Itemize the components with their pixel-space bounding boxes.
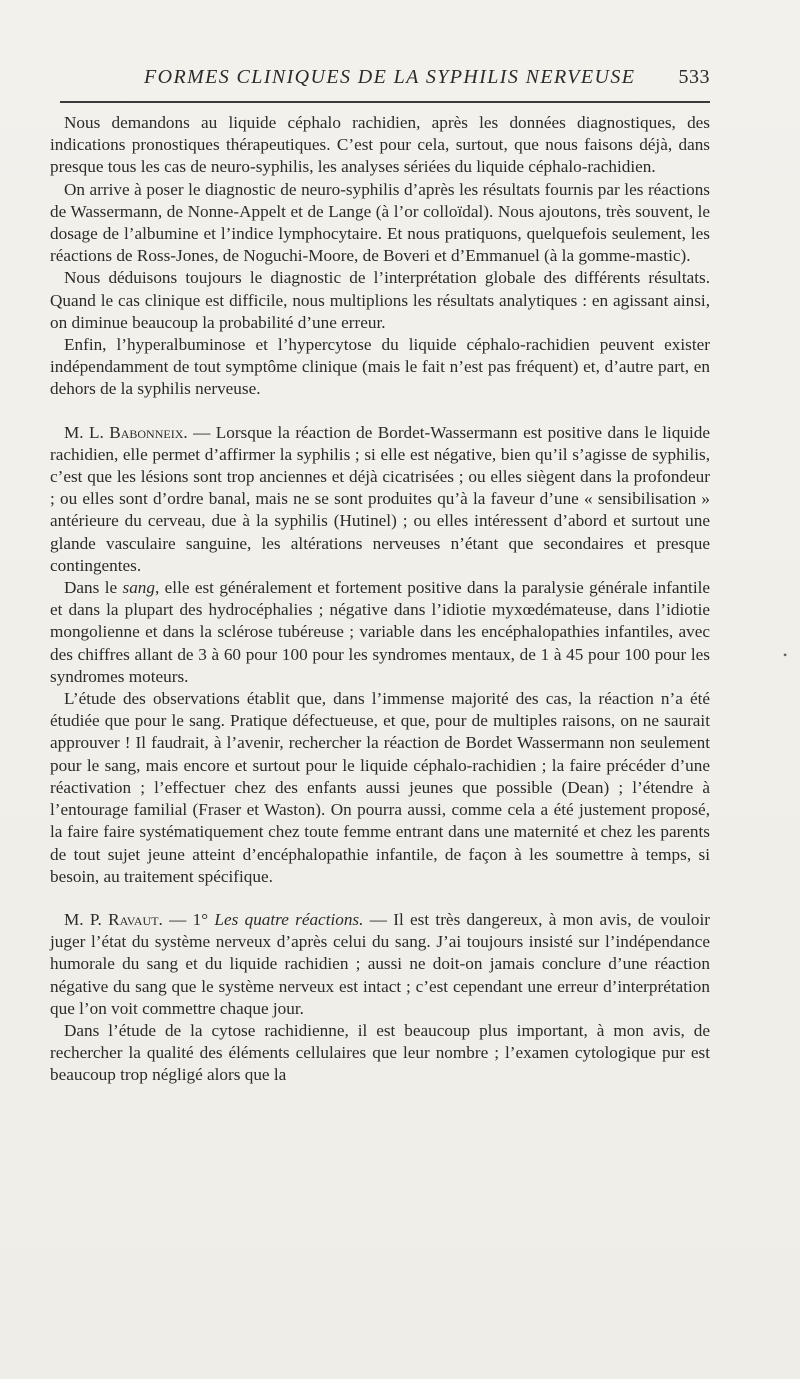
paragraph: On arrive à poser le diagnostic de neuro-syphilis d’après les résultats fournis par les réactions de Wassermann, de Nonne-Appelt et de Lange (à l’or colloïdal). Nous ajoutons, très souvent, le dosage de l’albumine et l’indice lymphocytaire. Et nous pratiquons, quelquefois seulement, les réactions de Ross-Jones, de Noguchi-Moore, de Boveri et d’Emmanuel (à la gomme-mastic).: [50, 179, 710, 266]
speaker-name: Babonneix: [109, 422, 184, 442]
speaker-name: Ravaut: [108, 909, 159, 929]
paragraph-text: — Il est très dangereux, à mon avis, de vouloir juger l’état du système nerveux d’après celui du sang. J’ai toujours insisté sur l’indépendance humorale du sang et du liquide rachidien ; aussi ne doit-on jamais conclure d’une réaction négative du sang que le système nerveux est intact ; c’est cependant une erreur d’interprétation que l’on voit commettre chaque jour.: [50, 909, 711, 1018]
paragraph-ravaut: [50, 909, 710, 1020]
header-rule: [60, 101, 710, 103]
paragraph-text: . — Lorsque la réaction de Bordet-Wassermann est positive dans le liquide rachidien, elle permet d’affirmer la syphilis ; si elle est négative, bien qu’il s’agisse de syphilis, c’est que les lésions sont trop anciennes et déjà cicatrisées ; ou elles siègent dans la profondeur ; ou elles sont d’ordre banal, mais ne se sont produites qu’à la faveur d’une « sensibilisation » antérieure du cerveau, due à la syphilis (Hutinel) ; ou elles intéressent d’abord et surtout une glande vasculaire sanguine, les altérations nerveuses n’étant que secondaires et presque contingentes.: [50, 422, 710, 575]
paragraph: Nous demandons au liquide céphalo rachidien, après les données diagnostiques, des indications pronostiques thérapeutiques. C’est pour cela, surtout, que nous faisons déjà, dans presque tous les cas de neuro-syphilis, les analyses sériées du liquide céphalo-rachidien.: [50, 113, 710, 177]
running-title: FORMES CLINIQUES DE LA SYPHILIS NERVEUSE: [144, 66, 636, 88]
paragraph-babonneix: [50, 422, 710, 577]
italic-term: sang: [122, 578, 155, 598]
paragraph: Dans l’étude de la cytose rachidienne, il est beaucoup plus important, à mon avis, de rechercher la qualité des éléments cellulaires que leur nombre ; l’examen cytologique pur est beaucoup trop négligé alors que la: [50, 1020, 710, 1085]
text-span: . — 1°: [158, 909, 215, 929]
body-text: [50, 112, 710, 1087]
text-span: , elle est généralement et fortement positive dans la paralysie générale infantile et dans la plupart des hydrocéphalies ; négative dans l’idiotie myxœdémateuse, dans l’idiotie mongolienne et dans la sclérose tubéreuse ; variable dans les encéphalopathies infantiles, avec des chiffres allant de 3 à 60 pour 100 pour les syndromes mentaux, de 1 à 45 pour 100 pour les syndromes moteurs.: [50, 578, 710, 686]
speaker-prefix: M. P.: [64, 909, 109, 929]
paragraph: [50, 577, 710, 688]
page-number: 533: [678, 66, 710, 88]
margin-mark-icon: •: [783, 648, 788, 662]
page-header: [60, 66, 710, 96]
italic-heading: Les quatre réactions.: [214, 909, 364, 929]
text-span: Dans le: [64, 578, 123, 598]
speaker-prefix: M. L.: [64, 422, 110, 442]
paragraph: Enfin, l’hyperalbuminose et l’hypercytose du liquide céphalo-rachidien peuvent exister indépendamment de tout symptôme clinique (mais le fait n’est pas fréquent) et, d’autre part, en dehors de la syphilis nerveuse.: [50, 335, 710, 399]
paragraph: L’étude des observations établit que, dans l’immense majorité des cas, la réaction n’a été étudiée que pour le sang. Pratique défectueuse, et que, pour de multiples raisons, on ne saurait approuver ! Il faudrait, à l’avenir, rechercher la réaction de Bordet Wassermann non seulement pour le sang, mais encore et surtout pour le liquide céphalo-rachidien ; la faire précéder d’une réactivation ; l’effectuer chez des enfants aussi jeunes que possible (Dean) ; l’étendre à l’entourage familial (Fraser et Waston). On pourra aussi, comme cela a été justement proposé, la faire faire systématiquement chez toute femme entrant dans une maternité et chez les parents de tout sujet jeune atteint d’encéphalopathie infantile, de façon à les soumettre à temps, si besoin, au traitement spécifique.: [50, 689, 710, 886]
paragraph: Nous déduisons toujours le diagnostic de l’interprétation globale des différents résultats. Quand le cas clinique est difficile, nous multiplions les résultats analytiques : en agissant ainsi, on diminue beaucoup la probabilité d’une erreur.: [50, 268, 710, 332]
